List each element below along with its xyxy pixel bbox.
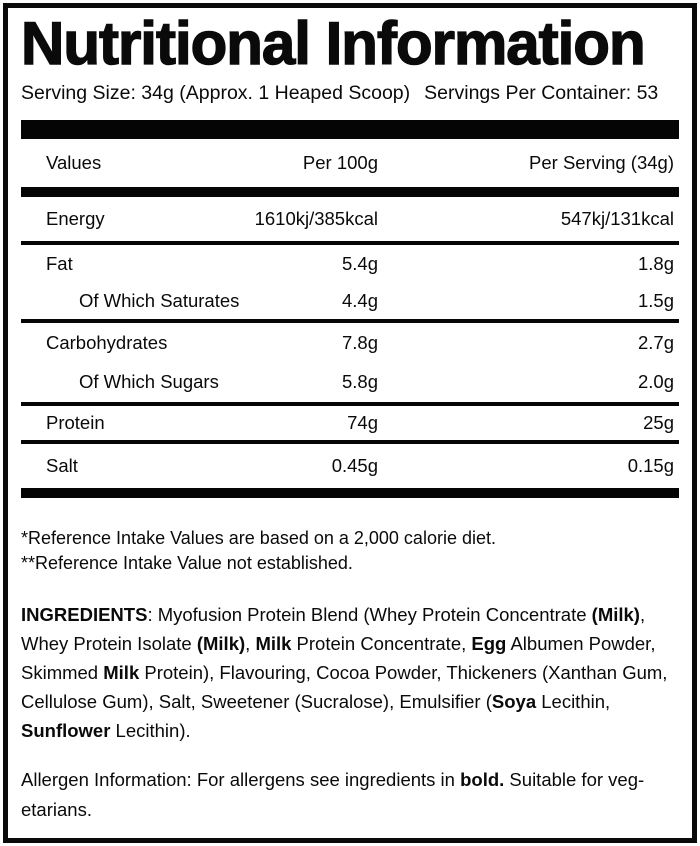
table-row-energy [21, 197, 679, 241]
divider-bar-header [21, 187, 679, 197]
label-frame [3, 3, 697, 843]
row-per-serving: 2.0g [637, 371, 674, 392]
header-values: Values [46, 152, 102, 173]
nutrition-table [21, 139, 679, 498]
header-per-100g: Per 100g [302, 152, 378, 173]
row-per-serving: 1.8g [637, 253, 674, 274]
row-label: Energy [46, 208, 105, 229]
table-row-salt [21, 444, 679, 488]
reference-footnotes [21, 526, 679, 576]
row-per-serving: 25g [643, 412, 674, 433]
row-per-serving: 1.5g [637, 290, 674, 311]
table-row-fat [21, 245, 679, 283]
footnote-line: *Reference Intake Values are based on a 2,000 calorie diet. [21, 528, 496, 548]
row-label: Of Which Saturates [79, 290, 240, 311]
allergen-paragraph: Allergen Information: For allergens see ingredients in bold. Suitable for vegetarians. [21, 769, 645, 820]
table-row-sugars [21, 362, 679, 402]
row-per-100g: 5.8g [341, 371, 378, 392]
row-label: Fat [46, 253, 73, 274]
row-per-100g: 0.45g [331, 455, 378, 476]
row-label: Salt [46, 455, 78, 476]
divider-bar-bottom [21, 488, 679, 498]
row-per-serving: 2.7g [637, 331, 674, 353]
row-per-100g: 7.8g [341, 331, 378, 353]
row-label: Protein [46, 412, 105, 433]
row-label: Carbohydrates [46, 331, 168, 353]
row-per-100g: 5.4g [341, 253, 378, 274]
row-per-100g: 74g [347, 412, 378, 433]
footnote-line: **Reference Intake Value not established. [21, 553, 353, 573]
row-per-serving: 0.15g [627, 455, 674, 476]
header-per-serving: Per Serving (34g) [529, 152, 674, 173]
divider-bar-top [21, 120, 679, 139]
table-row-carbohydrates [21, 323, 679, 362]
table-row-protein [21, 406, 679, 440]
page-title: Nutritional Information [21, 18, 645, 70]
serving-info [21, 79, 679, 107]
row-label: Of Which Sugars [79, 371, 219, 392]
table-row-saturates [21, 283, 679, 319]
row-per-100g: 1610kj/385kcal [254, 208, 378, 229]
table-header-row [21, 139, 679, 187]
serving-size-text: Serving Size: 34g (Approx. 1 Heaped Scoop) [21, 82, 411, 104]
row-per-serving: 547kj/131kcal [560, 208, 674, 229]
ingredients-paragraph: INGREDIENTS: Myofusion Protein Blend (Whey Protein Concentrate (Milk), Whey Protein Isolate (Milk), Milk Protein Concentrate, Egg Albumen Powder, Skimmed Milk Protein), Flavouring, Cocoa Powder, Thickeners (Xanthan Gum, Cellulose Gum), Salt, Sweetener (Sucralose), Emulsifier (Soya Lecithin, Sunflower Lecithin). [21, 604, 668, 741]
servings-per-container-text: Servings Per Container: 53 [424, 82, 659, 104]
row-per-100g: 4.4g [341, 290, 378, 311]
